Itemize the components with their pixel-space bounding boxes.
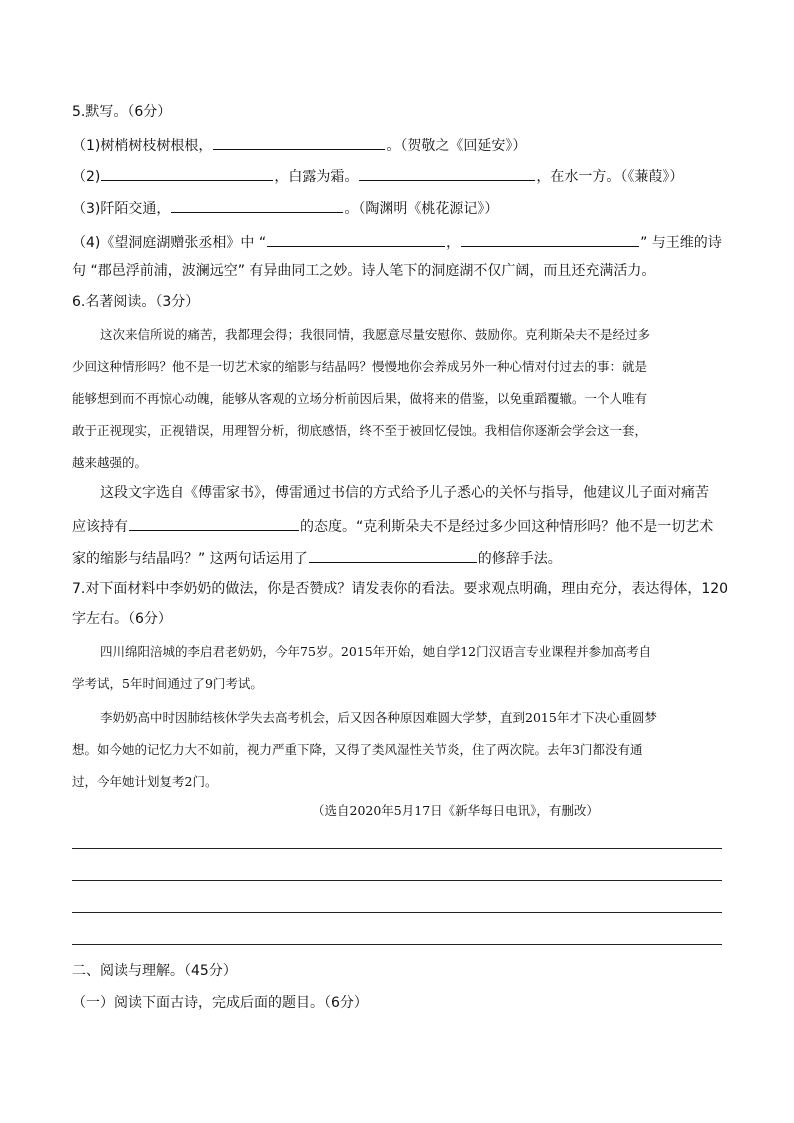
q5-line4-prefix: （4)《望洞庭湖赠张丞相》中 “: [72, 235, 267, 251]
answer-blank[interactable]: [309, 547, 477, 563]
answer-blank[interactable]: [359, 165, 535, 181]
q5-line1-suffix: 。（贺敬之《回延安》）: [386, 138, 527, 154]
q6-body-line3-prefix: 家的缩影与结晶吗？” 这两句话运用了: [72, 551, 308, 567]
q5-line2-middle: ，白露为霜。: [274, 169, 359, 185]
q5-line1-prefix: （1)树梢树枝树根根，: [72, 138, 213, 154]
q5-line2-prefix: （2): [72, 169, 101, 185]
section2-sub1: （一）阅读下面古诗，完成后面的题目。（6分）: [72, 995, 368, 1011]
answer-blank[interactable]: [213, 134, 385, 150]
q6-excerpt-line: 这次来信所说的痛苦，我都理会得；我很同情，我愿意尽量安慰你、鼓励你。克利斯朵夫不是经过多: [100, 327, 651, 342]
q5-line3: [72, 197, 498, 219]
q5-line2-suffix: ，在水一方。（《蒹葭》）: [536, 169, 684, 185]
answer-blank[interactable]: [267, 231, 445, 247]
q5-line3-suffix: 。（陶渊明《桃花源记》）: [344, 201, 499, 217]
q5-line1: [72, 134, 526, 156]
answer-line[interactable]: [72, 912, 722, 913]
q6-body-line3: [72, 547, 562, 569]
q5-line4: [72, 231, 722, 253]
q6-excerpt-line: 越来越强的。: [72, 455, 148, 470]
q5-line3-prefix: （3)阡陌交通，: [72, 201, 171, 217]
q6-body-line2-suffix: 的态度。“克利斯朵夫不是经过多少回这种情形吗？他不是一切艺术: [300, 519, 714, 535]
q6-body-line2: [72, 515, 713, 537]
answer-line[interactable]: [72, 880, 722, 881]
q5-line4-suffix: ” 与王维的诗: [640, 235, 722, 251]
q6-excerpt-line: 少回这种情形吗？他不是一切艺术家的缩影与结晶吗？慢慢地你会养成另外一种心情对付过去的事：就是: [72, 359, 648, 374]
q6-body-line2-prefix: 应该持有: [72, 519, 128, 535]
q5-line2: [72, 165, 683, 187]
answer-line[interactable]: [72, 944, 722, 945]
q6-excerpt-line: 敢于正视现实，正视错误，用理智分析，彻底感悟，终不至于被回忆侵蚀。我相信你逐渐会学会这一套，: [72, 423, 648, 438]
q7-material-line: 学考试，5年时间通过了9门考试。: [72, 676, 263, 691]
q6-body-line3-suffix: 的修辞手法。: [477, 551, 562, 567]
q7-material-line: 想。如今她的记忆力大不如前，视力严重下降，又得了类风湿性关节炎，住了两次院。去年3门都没有通: [72, 742, 643, 757]
q6-title: 6.名著阅读。（3分）: [72, 294, 200, 310]
q7-material-line: 四川绵阳涪城的李启君老奶奶，今年75岁。2015年开始，她自学12门汉语言专业课程并参加高考自: [100, 644, 652, 659]
q5-line4-continuation: 句 “郡邑浮前浦，波澜远空” 有异曲同工之妙。诗人笔下的洞庭湖不仅广阔，而且还充满活力。: [72, 263, 656, 279]
q7-title-line1: 7.对下面材料中李奶奶的做法，你是否赞成？请发表你的看法。要求观点明确，理由充分，表达得体，120: [72, 581, 729, 597]
q6-body-line1: 这段文字选自《傅雷家书》，傅雷通过书信的方式给予儿子悉心的关怀与指导，他建议儿子面对痛苦: [100, 485, 709, 501]
q7-material-line: 过，今年她计划复考2门。: [72, 774, 218, 789]
section2-title: 二、阅读与理解。（45分）: [72, 963, 237, 979]
q7-source: （选自2020年5月17日《新华每日电讯》，有删改）: [312, 803, 599, 818]
q7-title-line2: 字左右。（6分）: [72, 611, 172, 627]
answer-blank[interactable]: [461, 231, 639, 247]
q5-title: 5.默写。（6分）: [72, 104, 172, 120]
q7-material-line: 李奶奶高中时因肺结核休学失去高考机会，后又因各种原因难圆大学梦，直到2015年才下决心重圆梦: [100, 710, 657, 725]
answer-blank[interactable]: [171, 197, 343, 213]
q5-line4-middle: ，: [446, 235, 461, 251]
answer-blank[interactable]: [101, 165, 273, 181]
answer-blank[interactable]: [129, 515, 299, 531]
q6-excerpt-line: 能够想到而不再惊心动魄，能够从客观的立场分析前因后果，做将来的借鉴，以免重蹈覆辙。一个人唯有: [72, 391, 648, 406]
answer-line[interactable]: [72, 848, 722, 849]
